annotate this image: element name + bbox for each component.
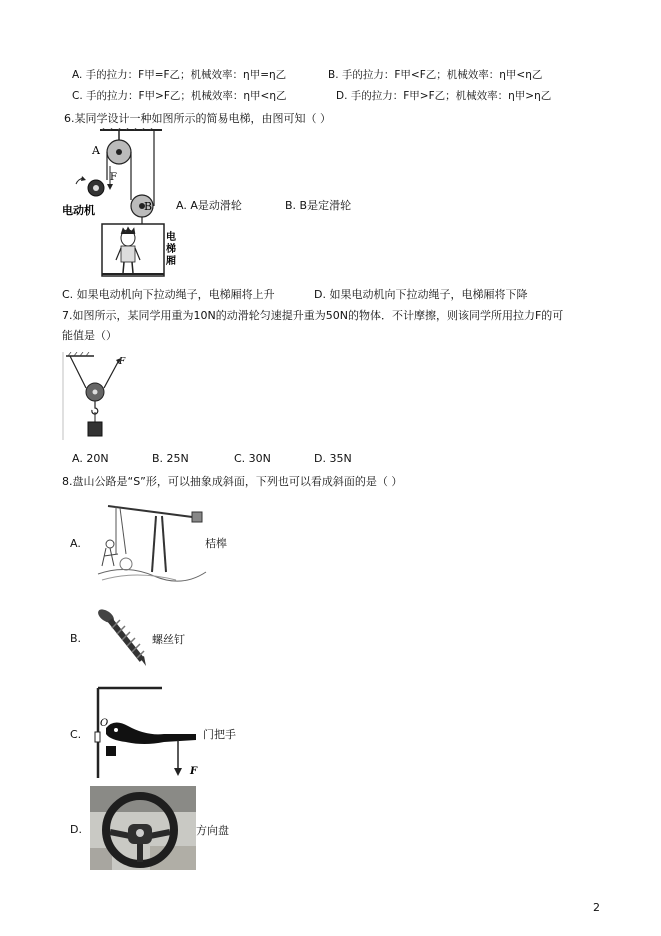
elevator-pulley-figure [62,128,177,278]
q8-option-c-letter: C. [70,728,82,741]
pivot-o-label: O [100,718,109,729]
q7-stem-line2: 能值是（） [62,329,117,342]
q8-option-b-text: 螺丝钉 [152,633,185,646]
q8-option-d-text: 方向盘 [196,824,229,837]
q6-option-a: A. A是动滑轮 [176,199,242,212]
force-f-label: F [119,357,126,367]
screw-image [96,606,152,668]
q8-option-a-letter: A. [70,537,81,550]
dynamic-pulley-figure [62,352,132,440]
force-f-label: F [190,766,198,777]
q5-option-a: A. 手的拉力：F甲=F乙；机械效率：η甲=η乙 [72,69,287,81]
q7-option-a: A. 20N [72,452,109,465]
q6-option-b: B. B是定滑轮 [285,199,352,212]
pulley-a-label: A [92,144,100,157]
well-sweep-image [96,494,208,584]
steering-wheel-image [90,786,196,870]
pulley-b-label: B [144,200,153,213]
q8-option-a-text: 桔槔 [205,537,227,550]
q8-stem: 8.盘山公路是“S”形，可以抽象成斜面，下列也可以看成斜面的是（ ） [62,475,403,488]
q5-option-d: D. 手的拉力：F甲>F乙；机械效率：η甲>η乙 [336,90,552,102]
q6-option-c: C. 如果电动机向下拉动绳子，电梯厢将上升 [62,288,275,301]
q8-option-d-letter: D. [70,823,82,836]
q7-option-d: D. 35N [314,452,352,465]
q5-option-c: C. 手的拉力：F甲>F乙；机械效率：η甲<η乙 [72,90,287,102]
force-f-label: F [110,172,117,183]
q7-option-c: C. 30N [234,452,271,465]
q7-option-b: B. 25N [152,452,189,465]
page-number: 2 [593,901,600,914]
q8-option-c-text: 门把手 [203,728,236,741]
q6-stem: 6.某同学设计一种如图所示的简易电梯，由图可知（ ） [64,112,331,125]
door-handle-image [86,684,206,780]
car-label-1: 电 [166,232,176,243]
car-label-2: 梯 [166,244,176,255]
q6-option-d: D. 如果电动机向下拉动绳子，电梯厢将下降 [314,288,528,301]
q7-stem-line1: 7.如图所示，某同学用重为10N的动滑轮匀速提升重为50N的物体．不计摩擦，则该同学所用拉力F的可 [62,309,564,322]
car-label-3: 厢 [166,256,176,267]
q5-option-b: B. 手的拉力：F甲<F乙；机械效率：η甲<η乙 [328,69,543,81]
motor-label: 电动机 [62,204,95,217]
q8-option-b-letter: B. [70,632,82,645]
